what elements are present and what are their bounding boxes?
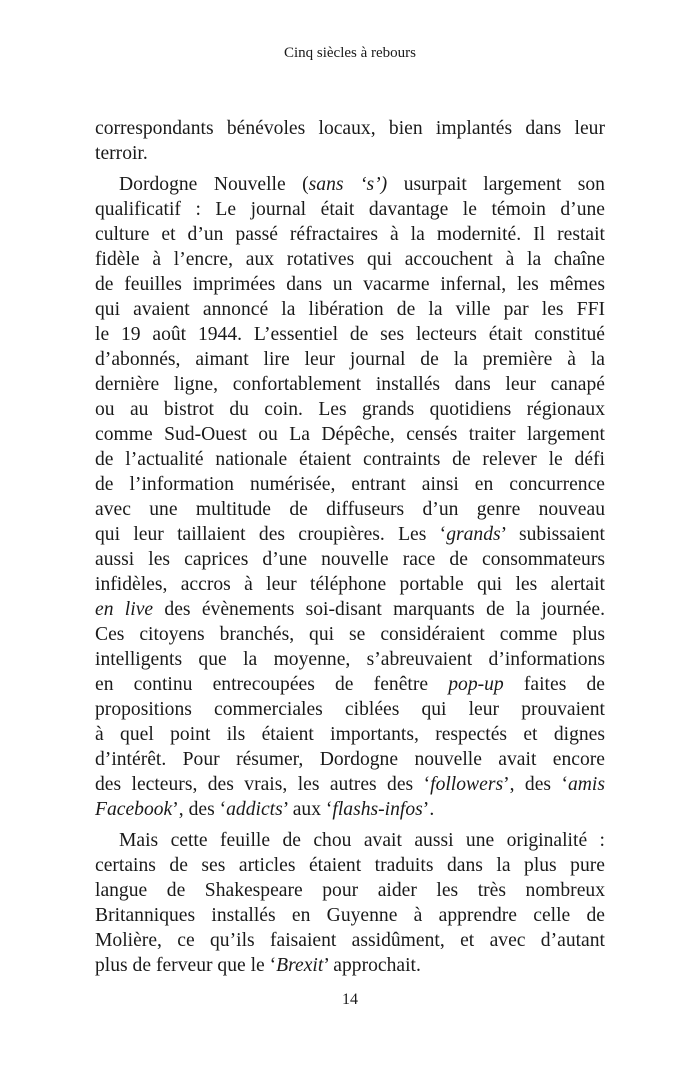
text-line <box>95 572 605 597</box>
text-line <box>95 953 605 978</box>
text-segment: Molière, ce qu’ils faisaient assidûment, et avec d’autant <box>95 930 605 951</box>
text-line <box>95 247 605 272</box>
running-head: Cinq siècles à rebours <box>283 45 417 61</box>
text-segment: des évènements soi-disant marquants de la journée. <box>153 599 605 620</box>
text-segment: de feuilles imprimées dans un vacarme infernal, les mêmes <box>95 274 605 295</box>
text-line <box>95 597 605 622</box>
paragraph <box>95 172 605 822</box>
text-segment: qui avaient annoncé la libération de la ville par les FFI <box>95 299 605 320</box>
italic-text: followers <box>430 774 504 795</box>
text-segment: ’ aux ‘ <box>282 799 333 820</box>
text-segment: intelligents que la moyenne, s’abreuvaient d’informations <box>95 649 605 670</box>
paragraph <box>95 828 605 978</box>
text-line <box>95 622 605 647</box>
text-line <box>95 197 605 222</box>
text-line <box>95 222 605 247</box>
text-segment: en continu entrecoupées de fenêtre <box>95 674 449 695</box>
text-line <box>95 928 605 953</box>
text-line <box>95 322 605 347</box>
text-segment: Mais cette feuille de chou avait aussi une originalité : <box>119 830 605 851</box>
italic-text: amis <box>567 774 605 795</box>
text-segment: avec une multitude de diffuseurs d’un genre nouveau <box>95 499 605 520</box>
text-line <box>95 116 605 141</box>
text-segment: certains de ses articles étaient traduits dans la plus pure <box>95 855 605 876</box>
text-segment: faites de <box>503 674 605 695</box>
text-line <box>95 422 605 447</box>
italic-text: en live <box>95 599 154 620</box>
text-segment: qui leur taillaient des croupières. Les ‘ <box>95 524 447 545</box>
text-line <box>95 297 605 322</box>
text-line <box>95 828 605 853</box>
text-segment: dernière ligne, confortablement installés dans leur canapé <box>95 374 605 395</box>
text-segment: ’ subissaient <box>500 524 606 545</box>
italic-text: grands <box>446 524 501 545</box>
text-segment: ’ approchait. <box>323 955 421 976</box>
text-segment: plus de ferveur que le ‘ <box>95 955 277 976</box>
text-segment: correspondants bénévoles locaux, bien implantés dans leur <box>95 118 605 139</box>
text-line <box>95 372 605 397</box>
text-segment: comme Sud-Ouest ou La Dépêche, censés traiter largement <box>95 424 605 445</box>
italic-text: Brexit <box>276 955 324 976</box>
text-segment: infidèles, accros à leur téléphone portable qui les alertait <box>95 574 605 595</box>
text-segment: d’abonnés, aimant lire leur journal de la première à la <box>95 349 605 370</box>
text-segment: ’, des ‘ <box>172 799 227 820</box>
text-segment: usurpait largement son <box>387 174 605 195</box>
italic-text: flashs-infos <box>332 799 423 820</box>
text-segment: Britanniques installés en Guyenne à apprendre celle de <box>95 905 605 926</box>
text-line <box>95 797 605 822</box>
text-segment: Dordogne Nouvelle ( <box>119 174 309 195</box>
text-line <box>95 172 605 197</box>
text-segment: de l’actualité nationale étaient contraints de relever le défi <box>95 449 605 470</box>
text-line <box>95 472 605 497</box>
text-segment: terroir. <box>95 143 148 164</box>
text-line <box>95 647 605 672</box>
text-segment: culture et d’un passé réfractaires à la modernité. Il restait <box>95 224 605 245</box>
text-line <box>95 397 605 422</box>
text-line <box>95 347 605 372</box>
text-segment: qualificatif : Le journal était davantage le témoin d’une <box>95 199 605 220</box>
text-line <box>95 697 605 722</box>
text-line <box>95 447 605 472</box>
body-text <box>95 116 605 978</box>
text-segment: ’, des ‘ <box>503 774 568 795</box>
text-segment: de l’information numérisée, entrant ainsi en concurrence <box>95 474 605 495</box>
text-segment: Ces citoyens branchés, qui se considéraient comme plus <box>95 624 605 645</box>
text-line <box>95 141 605 166</box>
text-segment: aussi les caprices d’une nouvelle race de consommateurs <box>95 549 605 570</box>
text-segment: fidèle à l’encre, aux rotatives qui accouchent à la chaîne <box>95 249 605 270</box>
italic-text: addicts <box>226 799 283 820</box>
italic-text: Facebook <box>95 799 173 820</box>
text-segment: ou au bistrot du coin. Les grands quotidiens régionaux <box>95 399 605 420</box>
text-segment: langue de Shakespeare pour aider les très nombreux <box>95 880 605 901</box>
text-segment: propositions commerciales ciblées qui leur prouvaient <box>95 699 605 720</box>
paragraph <box>95 116 605 166</box>
text-line <box>95 853 605 878</box>
text-line <box>95 672 605 697</box>
text-segment: à quel point ils étaient importants, respectés et dignes <box>95 724 605 745</box>
text-line <box>95 903 605 928</box>
page-number: 14 <box>342 991 358 1008</box>
text-line <box>95 547 605 572</box>
text-segment: ’. <box>422 799 435 820</box>
text-line <box>95 272 605 297</box>
text-line <box>95 878 605 903</box>
text-line <box>95 522 605 547</box>
text-line <box>95 497 605 522</box>
text-line <box>95 747 605 772</box>
text-segment: le 19 août 1944. L’essentiel de ses lecteurs était constitué <box>95 324 605 345</box>
italic-text: pop-up <box>448 674 504 695</box>
italic-text: sans ‘s’) <box>308 174 388 195</box>
text-segment: d’intérêt. Pour résumer, Dordogne nouvelle avait encore <box>95 749 605 770</box>
text-line <box>95 772 605 797</box>
text-segment: des lecteurs, des vrais, les autres des ‘ <box>95 774 431 795</box>
text-line <box>95 722 605 747</box>
